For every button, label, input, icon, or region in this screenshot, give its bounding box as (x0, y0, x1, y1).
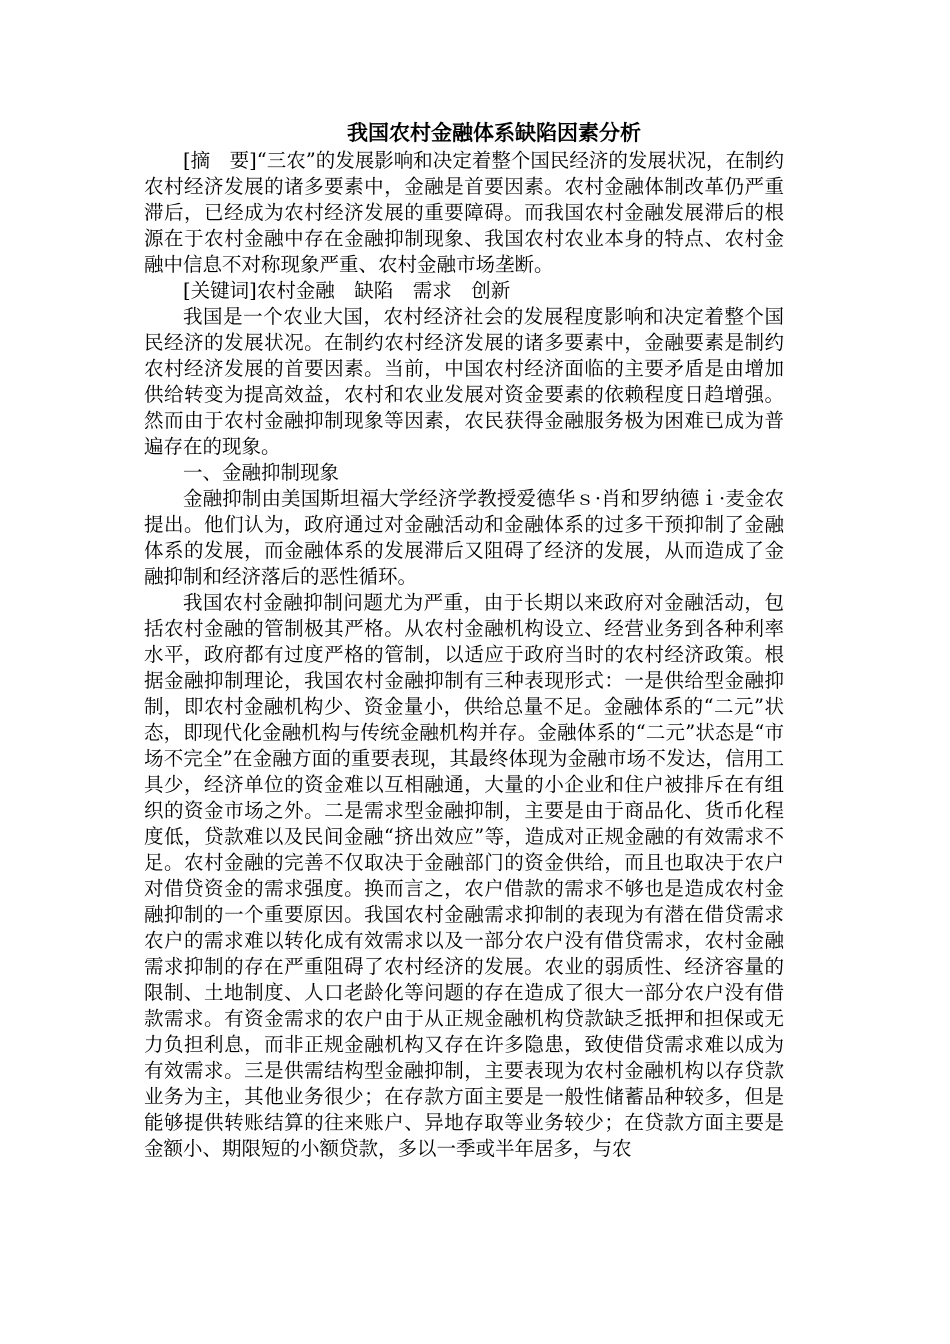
abstract-paragraph: [摘 要]“三农”的发展影响和决定着整个国民经济的发展状况，在制约农村经济发展的诸多要素中，金融是首要因素。农村金融体制改革仍严重滞后，已经成为农村经济发展的重要障碍。而我国农村金融发展滞后的根源在于农村金融中存在金融抑制现象、我国农村农业本身的特点、农村金融中信息不对称现象严重、农村金融市场垄断。 (144, 149, 784, 276)
document-page (144, 118, 784, 1162)
body-paragraph-intro: 我国是一个农业大国，农村经济社会的发展程度影响和决定着整个国民经济的发展状况。在制约农村经济发展的诸多要素中，金融要素是制约农村经济发展的首要因素。当前，中国农村经济面临的主要矛盾是由增加供给转变为提高效益，农村和农业发展对资金要素的依赖程度日趋增强。然而由于农村金融抑制现象等因素，农民获得金融服务极为困难已成为普遍存在的现象。 (144, 305, 784, 458)
body-paragraph-rural-repression: 我国农村金融抑制问题尤为严重，由于长期以来政府对金融活动，包括农村金融的管制极其严格。从农村金融机构设立、经营业务到各种利率水平，政府都有过度严格的管制，以适应于政府当时的农村经济政策。根据金融抑制理论，我国农村金融抑制有三种表现形式：一是供给型金融抑制，即农村金融机构少、资金量小，供给总量不足。金融体系的“二元”状态，即现代化金融机构与传统金融机构并存。金融体系的“二元”状态是“市场不完全”在金融方面的重要表现，其最终体现为金融市场不发达，信用工具少，经济单位的资金难以互相融通，大量的小企业和住户被排斥在有组织的资金市场之外。二是需求型金融抑制，主要是由于商品化、货币化程度低，贷款难以及民间金融“挤出效应”等，造成对正规金融的有效需求不足。农村金融的完善不仅取决于金融部门的资金供给，而且也取决于农户对借贷资金的需求强度。换而言之，农户借款的需求不够也是造成农村金融抑制的一个重要原因。我国农村金融需求抑制的表现为有潜在借贷需求农户的需求难以转化成有效需求以及一部分农户没有借贷需求，农村金融需求抑制的存在严重阻碍了农村经济的发展。农业的弱质性、经济容量的限制、土地制度、人口老龄化等问题的存在造成了很大一部分农户没有借款需求。有资金需求的农户由于从正规金融机构贷款缺乏抵押和担保或无力负担利息，而非正规金融机构又存在许多隐患，致使借贷需求难以成为有效需求。三是供需结构型金融抑制，主要表现为农村金融机构以存贷款业务为主，其他业务很少；在存款方面主要是一般性储蓄品种较多，但是能够提供转账结算的往来账户、异地存取等业务较少；在贷款方面主要是金额小、期限短的小额贷款，多以一季或半年居多，与农 (144, 591, 784, 1160)
body-paragraph-definition: 金融抑制由美国斯坦福大学经济学教授爱德华ｓ·肖和罗纳德ｉ·麦金农提出。他们认为，政府通过对金融活动和金融体系的过多干预抑制了金融体系的发展，而金融体系的发展滞后又阻碍了经济的发展，从而造成了金融抑制和经济落后的恶性循环。 (144, 487, 784, 588)
section-heading-financial-repression: 一、金融抑制现象 (183, 461, 340, 484)
document-title: 我国农村金融体系缺陷因素分析 (347, 121, 641, 145)
keywords-paragraph: [关键词]农村金融 缺陷 需求 创新 (183, 279, 511, 302)
